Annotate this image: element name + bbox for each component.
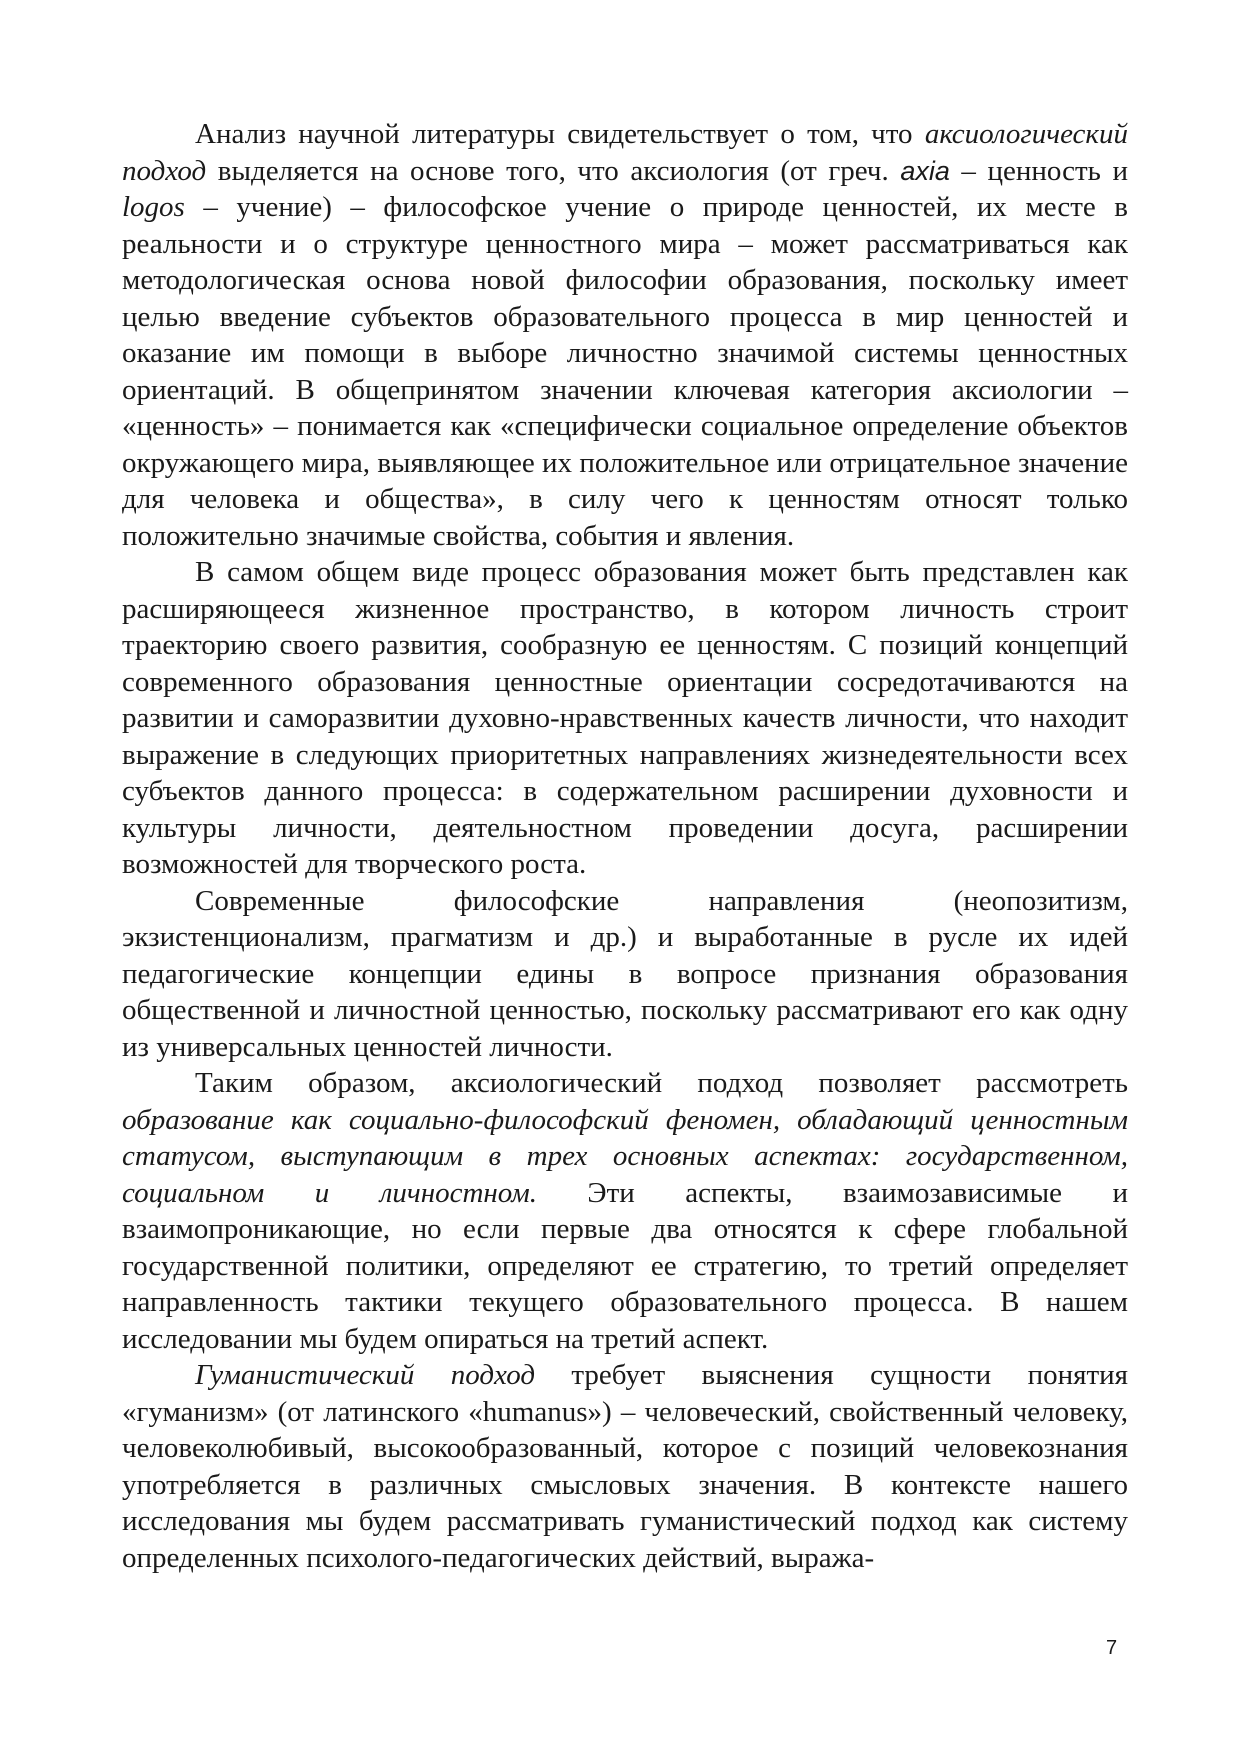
paragraph bbox=[122, 883, 1128, 1066]
text-segment: Таким образом, аксиологический подход позволяет рассмотреть bbox=[195, 1067, 1128, 1099]
text-segment: В самом общем виде процесс образования может быть представлен как расширяющееся жизненное пространство, в котором личность строит траекторию своего развития, сообразную ее ценностям. С позиций концепций современного образования ценностные ориентации сосредотачиваются на развитии и саморазвитии духовно-нравственных качеств личности, что находит выражение в следующих приоритетных направлениях жизнедеятельности всех субъектов данного процесса: в содержательном расширении духовности и культуры личности, деятельностном проведении досуга, расширении возможностей для творческого роста. bbox=[122, 556, 1128, 880]
text-segment: требует выяснения сущности понятия «гуманизм» (от латинского «humanus») – человеческий, свойственный человеку, человеколюбивый, высокообразованный, которое с позиций человекознания употребляется в различных смысловых значения. В контексте нашего исследования мы будем рассматривать гуманистический подход как систему определенных психолого-педагогических действий, выража- bbox=[122, 1359, 1129, 1574]
paragraph bbox=[122, 554, 1128, 883]
italic-text-segment: аксиологический подход bbox=[122, 118, 1128, 187]
text-segment: – учение) – философское учение о природе ценностей, их месте в реальности и о структуре ценностного мира – может рассматриваться как методологическая основа новой философии образования, поскольку имеет целью введение субъектов образовательного процесса в мир ценностей и оказание им помощи в выборе личностно значимой системы ценностных ориентаций. В общепринятом значении ключевая категория аксиологии – «ценность» – понимается как «специфически социальное определение объектов окружающего мира, выявляющее их положительное или отрицательное значение для человека и общества», в силу чего к ценностям относят только положительно значимые свойства, события и явления. bbox=[122, 191, 1128, 552]
paragraph bbox=[122, 1065, 1128, 1357]
body-text bbox=[122, 116, 1128, 1576]
text-segment: выделяется на основе того, что аксиология (от греч. bbox=[206, 154, 901, 187]
text-segment: – ценность и bbox=[949, 154, 1128, 187]
italic-text-segment: Гуманистический подход bbox=[195, 1359, 535, 1391]
italic-text-segment: образование как социально-философский феномен, обладающий ценностным статусом, выступающим в трех основных аспектах: государственном, социальном и личностном. bbox=[122, 1103, 1128, 1209]
text-segment: Эти аспекты, взаимозависимые и взаимопроникающие, но если первые два относятся к сфере глобальной государственной политики, определяют ее стратегию, то третий определяет направленность тактики текущего образовательного процесса. В нашем исследовании мы будем опираться на третий аспект. bbox=[122, 1176, 1128, 1355]
text-segment: Анализ научной литературы свидетельствует о том, что bbox=[195, 118, 925, 150]
italic-text-segment: axia bbox=[900, 155, 950, 186]
paragraph bbox=[122, 116, 1128, 554]
page-number: 7 bbox=[1106, 1637, 1118, 1659]
paragraph bbox=[122, 1357, 1128, 1576]
italic-text-segment: logos bbox=[122, 191, 185, 223]
text-segment: Современные философские направления (неопозитизм, экзистенционализм, прагматизм и др.) и выработанные в русле их идей педагогические концепции едины в вопросе признания образования общественной и личностной ценностью, поскольку рассматривают его как одну из универсальных ценностей личности. bbox=[122, 884, 1128, 1063]
